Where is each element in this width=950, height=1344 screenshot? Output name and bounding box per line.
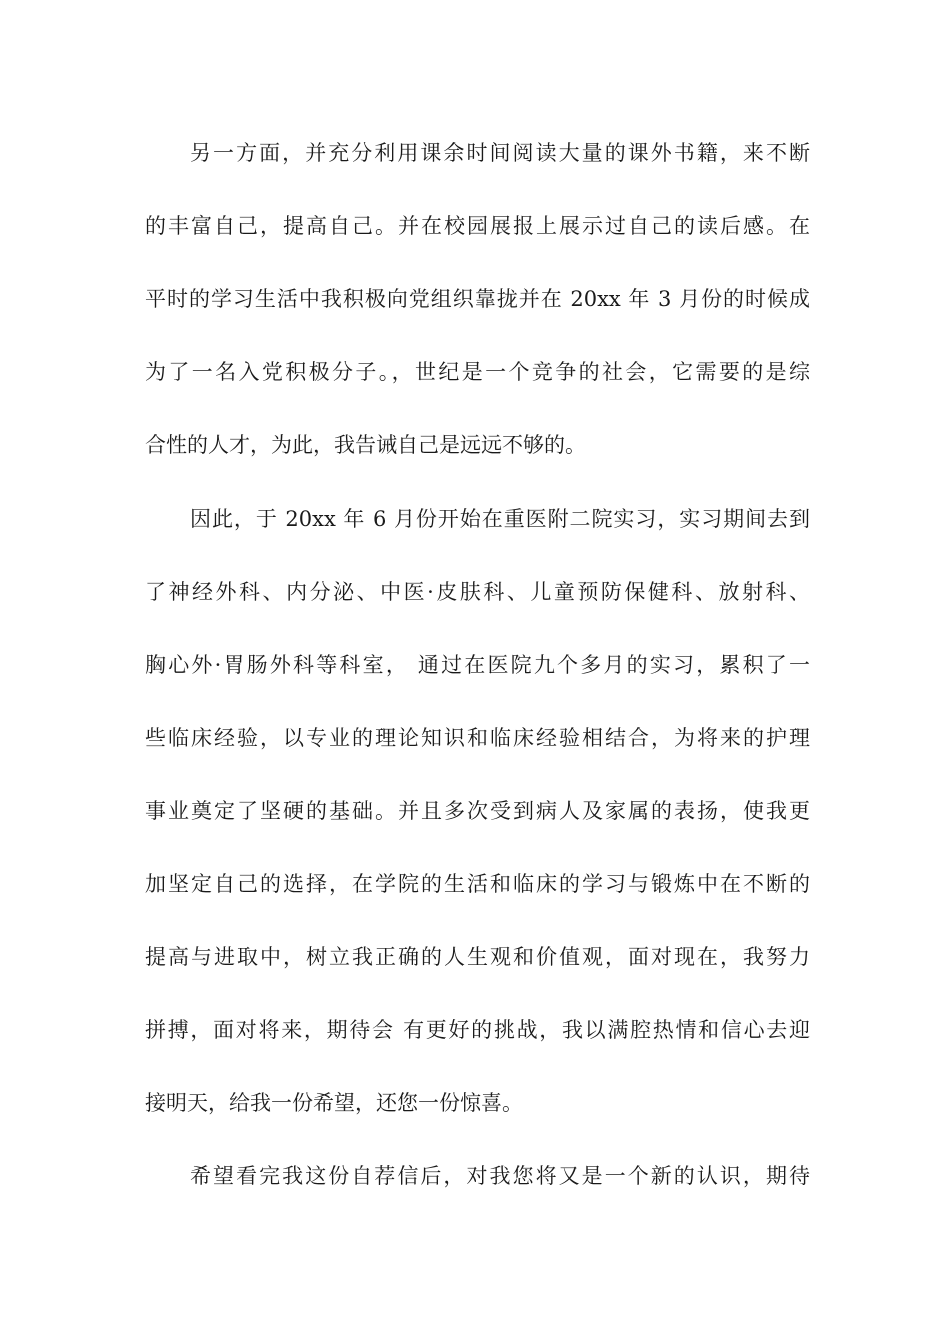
paragraph-2-line-8: 拼搏，面对将来，期待会 有更好的挑战，我以满腔热情和信心去迎 [145,1018,810,1042]
paragraph-1-line-4: 为了一名入党积极分子。，世纪是一个竞争的社会，它需要的是综 [145,360,810,384]
paragraph-2-line-6: 加坚定自己的选择，在学院的生活和临床的学习与锻炼中在不断的 [145,872,810,896]
paragraph-3-line-1: 希望看完我这份自荐信后，对我您将又是一个新的认识，期待 [190,1164,810,1188]
paragraph-2-line-3: 胸心外·胃肠外科等科室， 通过在医院九个多月的实习，累积了一 [145,653,810,677]
paragraph-1-line-2: 的丰富自己，提高自己。并在校园展报上展示过自己的读后感。在 [145,214,810,238]
paragraph-1-line-5: 合性的人才，为此，我告诫自己是远远不够的。 [145,433,586,457]
paragraph-1-line-1: 另一方面，并充分利用课余时间阅读大量的课外书籍，来不断 [190,141,810,165]
paragraph-2-line-4: 些临床经验，以专业的理论知识和临床经验相结合，为将来的护理 [145,726,810,750]
paragraph-2-line-7: 提高与进取中，树立我正确的人生观和价值观，面对现在，我努力 [145,945,810,969]
paragraph-2-line-9: 接明天，给我一份希望，还您一份惊喜。 [145,1091,523,1115]
paragraph-2-line-5: 事业奠定了坚硬的基础。并且多次受到病人及家属的表扬，使我更 [145,799,810,823]
paragraph-2-line-1: 因此，于 20xx 年 6 月份开始在重医附二院实习，实习期间去到 [190,507,810,531]
paragraph-2-line-2: 了神经外科、内分泌、中医·皮肤科、儿童预防保健科、放射科、 [145,580,810,604]
paragraph-1-line-3: 平时的学习生活中我积极向党组织靠拢并在 20xx 年 3 月份的时候成 [145,287,810,311]
